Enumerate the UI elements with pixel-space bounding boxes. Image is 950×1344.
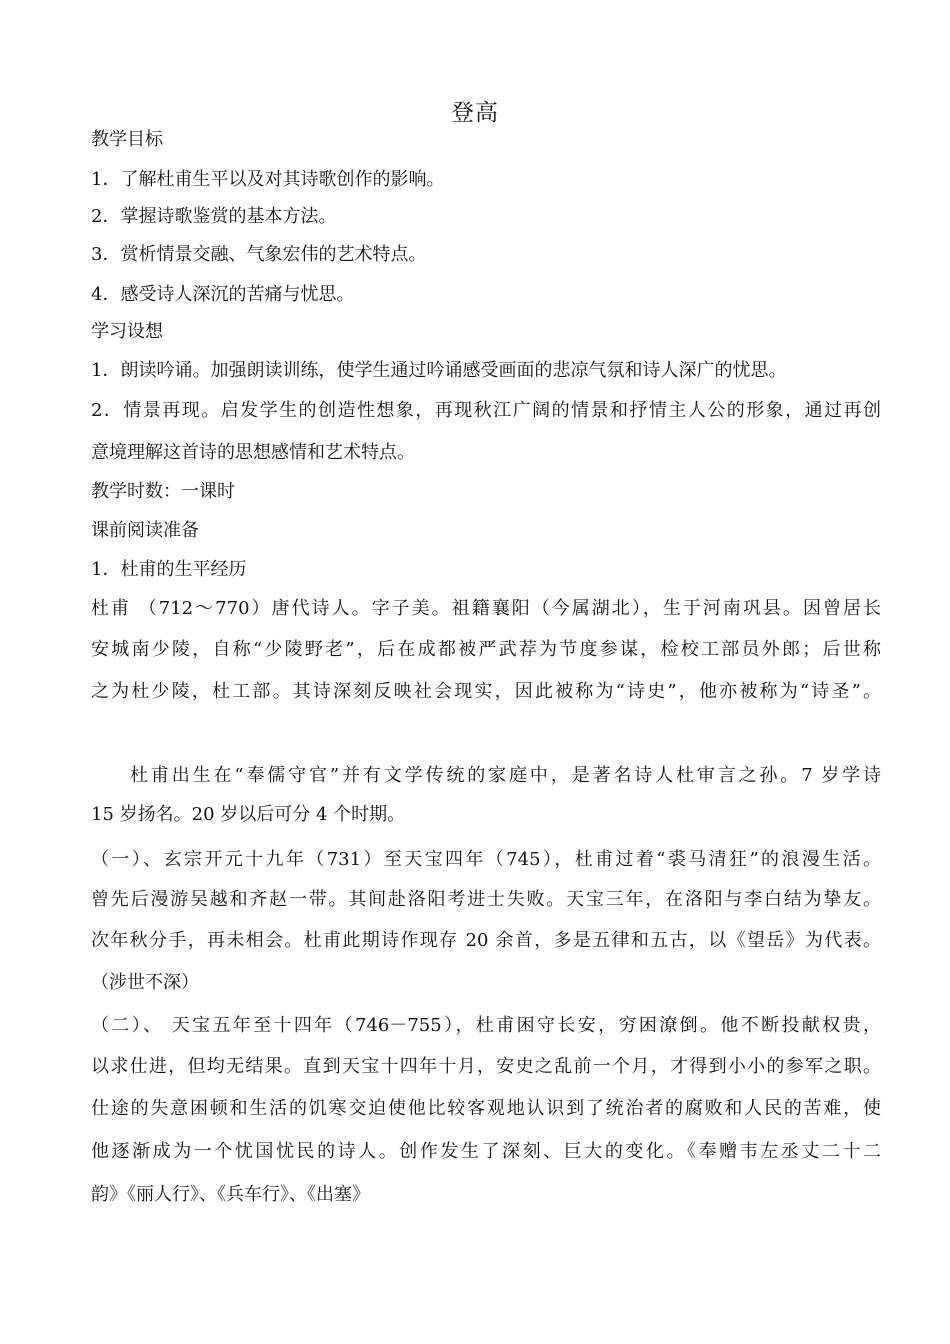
text-line: （二）、 天宝五年至十四年（746－755），杜甫困守长安，穷困潦倒。他不断投献权贵， — [91, 1015, 881, 1036]
text-line: 杜甫 （712～770）唐代诗人。字子美。祖籍襄阳（今属湖北），生于河南巩县。因曾居长 — [91, 598, 881, 619]
text-line: （一）、玄宗开元十九年（731）至天宝四年（745），杜甫过着“裘马清狂”的浪漫生活。 — [91, 849, 881, 870]
list-item: 4．感受诗人深沉的苦痛与忧思。 — [91, 284, 355, 305]
text-line: 杜甫出生在“奉儒守官”并有文学传统的家庭中，是著名诗人杜审言之孙。7 岁学诗 — [130, 765, 881, 786]
section-heading: 学习设想 — [91, 321, 163, 342]
text-line: 之为杜少陵，杜工部。其诗深刻反映社会现实，因此被称为“诗史”，他亦被称为“诗圣”。 — [91, 681, 881, 702]
text-line: 曾先后漫游吴越和齐赵一带。其间赴洛阳考进士失败。天宝三年，在洛阳与李白结为挚友。 — [91, 889, 881, 910]
section-heading: 课前阅读准备 — [91, 520, 199, 541]
list-item: 2．情景再现。启发学生的创造性想象，再现秋江广阔的情景和抒情主人公的形象，通过再创 — [91, 400, 881, 421]
text-line: 15 岁扬名。20 岁以后可分 4 个时期。 — [91, 804, 406, 825]
text-line: 安城南少陵，自称“少陵野老”，后在成都被严武荐为节度参谋，检校工部员外郎；后世称 — [91, 639, 881, 660]
list-item: 1．杜甫的生平经历 — [91, 559, 247, 580]
list-item: 1．了解杜甫生平以及对其诗歌创作的影响。 — [91, 169, 445, 190]
class-hours: 教学时数：一课时 — [91, 481, 235, 502]
text-line: 他逐渐成为一个忧国忧民的诗人。创作发生了深刻、巨大的变化。《奉赠韦左丞丈二十二 — [91, 1141, 881, 1162]
text-line: 以求仕进，但均无结果。直到天宝十四年十月，安史之乱前一个月，才得到小小的参军之职。 — [91, 1056, 881, 1077]
list-item: 1．朗读吟诵。加强朗读训练，使学生通过吟诵感受画面的悲凉气氛和诗人深广的忧思。 — [91, 360, 787, 381]
text-line: 次年秋分手，再未相会。杜甫此期诗作现存 20 余首，多是五律和五古，以《望岳》为代表。 — [91, 930, 881, 951]
document-title: 登高 — [451, 100, 499, 126]
text-line: 意境理解这首诗的思想感情和艺术特点。 — [91, 442, 415, 463]
list-item: 2．掌握诗歌鉴赏的基本方法。 — [91, 206, 337, 227]
text-line: （涉世不深） — [91, 972, 199, 993]
text-line: 韵》《丽人行》、《兵车行》、《出塞》 — [91, 1184, 370, 1205]
list-item: 3．赏析情景交融、气象宏伟的艺术特点。 — [91, 244, 427, 265]
section-heading: 教学目标 — [91, 129, 163, 150]
text-line: 仕途的失意困顿和生活的饥寒交迫使他比较客观地认识到了统治者的腐败和人民的苦难，使 — [91, 1098, 881, 1119]
